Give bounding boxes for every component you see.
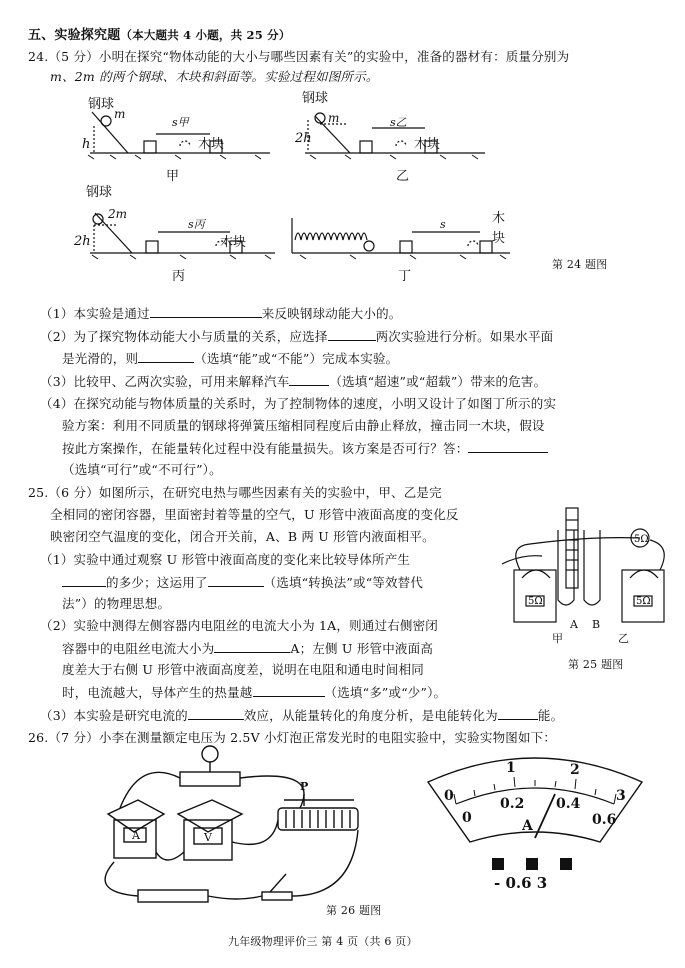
q25-p3-b: 效应，从能量转化的角度分析，是电能转化为 <box>243 708 498 723</box>
q25-number: 25. <box>28 485 49 500</box>
q24-fig-h-bing: 2h <box>74 234 91 249</box>
q26-score: （7 分） <box>48 730 99 745</box>
q24-fig-ball-yi: 钢球 <box>302 91 329 106</box>
q24-fig-m-yi: m <box>328 111 340 125</box>
q24-p2-blank2[interactable] <box>138 350 194 363</box>
q26-circuit-figure <box>88 742 408 912</box>
q24-p4-line3 <box>62 440 548 457</box>
q25-p2-blank1[interactable] <box>214 640 290 653</box>
q25-p2-line3: 度差大于右侧 U 形管中液面高度差，说明在电阻和通电时间相同 <box>62 662 424 677</box>
q24-caption: 第 24 题图 <box>552 258 608 271</box>
q25-stem-line1 <box>28 485 442 501</box>
q24-fig-ball-jia: 钢球 <box>88 97 115 112</box>
q24-p1 <box>40 305 401 322</box>
q26-dial-top-1: 1 <box>506 760 516 776</box>
q25-p2-line1: （2）实验中测得左侧容器内电阻丝的电流大小为 1A，则通过右侧密闭 <box>40 618 439 633</box>
q24-fig-s-bing: s丙 <box>188 218 205 231</box>
q25-fig-label-yi: 乙 <box>618 632 629 645</box>
q24-p2-l1a: （2）为了探究物体动能大小与质量的关系，应选择 <box>40 329 328 344</box>
q24-p4-line2: 验方案：利用不同质量的钢球将弹簧压缩相同程度后由静止释放，撞击同一木块，假设 <box>62 418 545 433</box>
q25-fig-r-left: 5Ω <box>528 596 543 607</box>
q25-p2-l2b: A；左侧 U 形管中液面高 <box>290 641 434 656</box>
q25-p3 <box>40 707 563 724</box>
q24-fig-label-jia: 甲 <box>166 169 180 184</box>
q24-fig-label-ding: 丁 <box>398 269 412 284</box>
section-title-text: 五、实验探究题 <box>28 28 121 43</box>
q25-p3-blank1[interactable] <box>188 707 244 720</box>
q24-p1-blank[interactable] <box>150 305 262 318</box>
q24-p1-a: （1）本实验是通过 <box>40 306 150 321</box>
q24-p4-blank[interactable] <box>468 440 548 453</box>
q25-stem-line2: 全相同的密闭容器，里面密封着等量的空气，U 形管中液面高度的变化反 <box>50 507 459 522</box>
q24-p4-line1: （4）在探究动能与物体质量的关系时，为了控制物体的速度，小明又设计了如图丁所示的实 <box>40 396 557 411</box>
q24-fig-block-bing: 木块 <box>220 235 247 250</box>
q24-p3 <box>40 373 546 390</box>
q24-fig-block-ding-kuai: 块 <box>492 231 506 246</box>
q26-dial-bottom-0: 0 <box>462 810 472 826</box>
q25-p2-l4b: （选填“多”或“少”）。 <box>324 685 447 700</box>
q26-dial-bottom-3: 0.6 <box>592 812 617 828</box>
q25-p2-blank2[interactable] <box>253 684 325 697</box>
q25-p1-l2a: 的多少；这运用了 <box>106 575 208 590</box>
q26-dial-top-2: 2 <box>570 762 580 778</box>
q24-figure <box>74 88 610 288</box>
q25-score: （6 分） <box>48 485 99 500</box>
q25-stem-l1: 如图所示，在研究电热与哪些因素有关的实验中，甲、乙是完 <box>98 485 442 500</box>
q24-p4-line4: （选填“可行”或“不可行”）。 <box>62 462 222 477</box>
q24-number: 24. <box>28 49 49 64</box>
page-footer: 九年级物理评价三 第 4 页（共 6 页） <box>228 935 418 948</box>
q24-p2-l2a: 是光滑的，则 <box>62 351 139 366</box>
q25-p2-line2 <box>62 640 433 657</box>
q24-p2-line1 <box>40 328 553 345</box>
q26-fig-p: P <box>300 780 309 793</box>
q25-p3-blank2[interactable] <box>498 707 538 720</box>
q24-score: （5 分） <box>48 49 99 64</box>
q25-p3-c: 能。 <box>537 708 564 723</box>
q24-fig-block-yi: 木块 <box>414 137 441 152</box>
q26-dial-top-3: 3 <box>616 788 626 804</box>
q25-p3-a: （3）本实验是研究电流的 <box>40 708 188 723</box>
q24-p2-blank1[interactable] <box>328 328 376 341</box>
q25-figure <box>500 490 678 680</box>
q25-caption: 第 25 题图 <box>568 658 624 671</box>
q24-fig-s-jia: s甲 <box>172 116 189 129</box>
q24-stem-line2: m、2m 的两个钢球、木块和斜面等。实验过程如图所示。 <box>50 69 379 84</box>
q26-dial-terminals: - 0.6 3 <box>494 874 548 892</box>
section-note: （本大题共 4 小题，共 25 分） <box>120 28 291 42</box>
q25-p1-line1: （1）实验中通过观察 U 形管中液面高度的变化来比较导体所产生 <box>40 552 411 567</box>
q26-dial-top-0: 0 <box>444 788 454 804</box>
q25-p1-blank2[interactable] <box>208 574 264 587</box>
q25-p2-l2a: 容器中的电阻丝电流大小为 <box>62 641 215 656</box>
q26-dial-unit: A <box>522 818 533 834</box>
q24-fig-m-bing: 2m <box>108 207 128 221</box>
q25-fig-label-jia: 甲 <box>552 632 563 645</box>
q24-p3-b: （选填“超速”或“超载”）带来的危害。 <box>329 374 547 389</box>
q24-fig-label-bing: 丙 <box>172 269 186 284</box>
q26-fig-meter-a: A <box>132 829 140 842</box>
q24-stem-l1: 小明在探究“物体动能的大小与哪些因素有关”的实验中，准备的器材有：质量分别为 <box>98 49 570 64</box>
q25-p1-line2 <box>62 574 423 591</box>
q24-fig-block-ding-mu: 木 <box>492 211 506 226</box>
q26-fig-meter-v: V <box>204 831 212 844</box>
q24-fig-m-jia: m <box>114 107 126 121</box>
q24-fig-s-yi: s乙 <box>390 116 407 129</box>
q26-stem-text: 小李在测量额定电压为 2.5V 小灯泡正常发光时的电阻实验中，实验实物图如下： <box>98 730 557 745</box>
q25-p2-line4 <box>62 684 446 701</box>
q24-p3-blank[interactable] <box>289 373 329 386</box>
q24-fig-ball-bing: 钢球 <box>86 185 113 200</box>
section-title <box>28 27 291 44</box>
q24-p2-l2b: （选填“能”或“不能”）完成本实验。 <box>194 351 399 366</box>
q24-p3-a: （3）比较甲、乙两次实验，可用来解释汽车 <box>40 374 290 389</box>
q24-p1-b: 来反映钢球动能大小的。 <box>261 306 402 321</box>
q25-fig-label-b: B <box>592 618 601 631</box>
q25-p1-line3: 法”）的物理思想。 <box>62 596 171 611</box>
q24-p4-l3: 按此方案操作，在能量转化过程中没有能量损失。该方案是否可行？答： <box>62 441 469 456</box>
q25-fig-r-top: 5Ω <box>634 534 649 545</box>
q25-stem-line3: 映密闭空气温度的变化，闭合开关前，A、B 两 U 形管内液面相平。 <box>50 529 435 544</box>
q24-p2-line2 <box>62 350 398 367</box>
q26-number: 26. <box>28 730 49 745</box>
q26-ammeter-dial <box>420 742 650 902</box>
q26-dial-bottom-2: 0.4 <box>556 796 581 812</box>
q26-caption: 第 26 题图 <box>326 904 382 917</box>
q24-fig-h-jia: h <box>82 137 91 152</box>
q24-fig-s-ding: s <box>440 218 446 231</box>
q24-fig-label-yi: 乙 <box>396 169 410 184</box>
q26-dial-bottom-1: 0.2 <box>500 796 525 812</box>
q25-fig-r-right: 5Ω <box>636 596 651 607</box>
q25-fig-label-a: A <box>570 618 578 631</box>
q24-stem-line1 <box>28 49 569 65</box>
q25-p2-l4a: 时，电流越大，导体产生的热量越 <box>62 685 253 700</box>
q24-p2-l1b: 两次实验进行分析。如果水平面 <box>375 329 554 344</box>
q25-p1-blank1[interactable] <box>62 574 106 587</box>
q25-p1-l2b: （选填“转换法”或“等效替代 <box>263 575 424 590</box>
q24-fig-block-jia: 木块 <box>198 137 225 152</box>
q24-fig-h-yi: 2h <box>295 131 312 146</box>
